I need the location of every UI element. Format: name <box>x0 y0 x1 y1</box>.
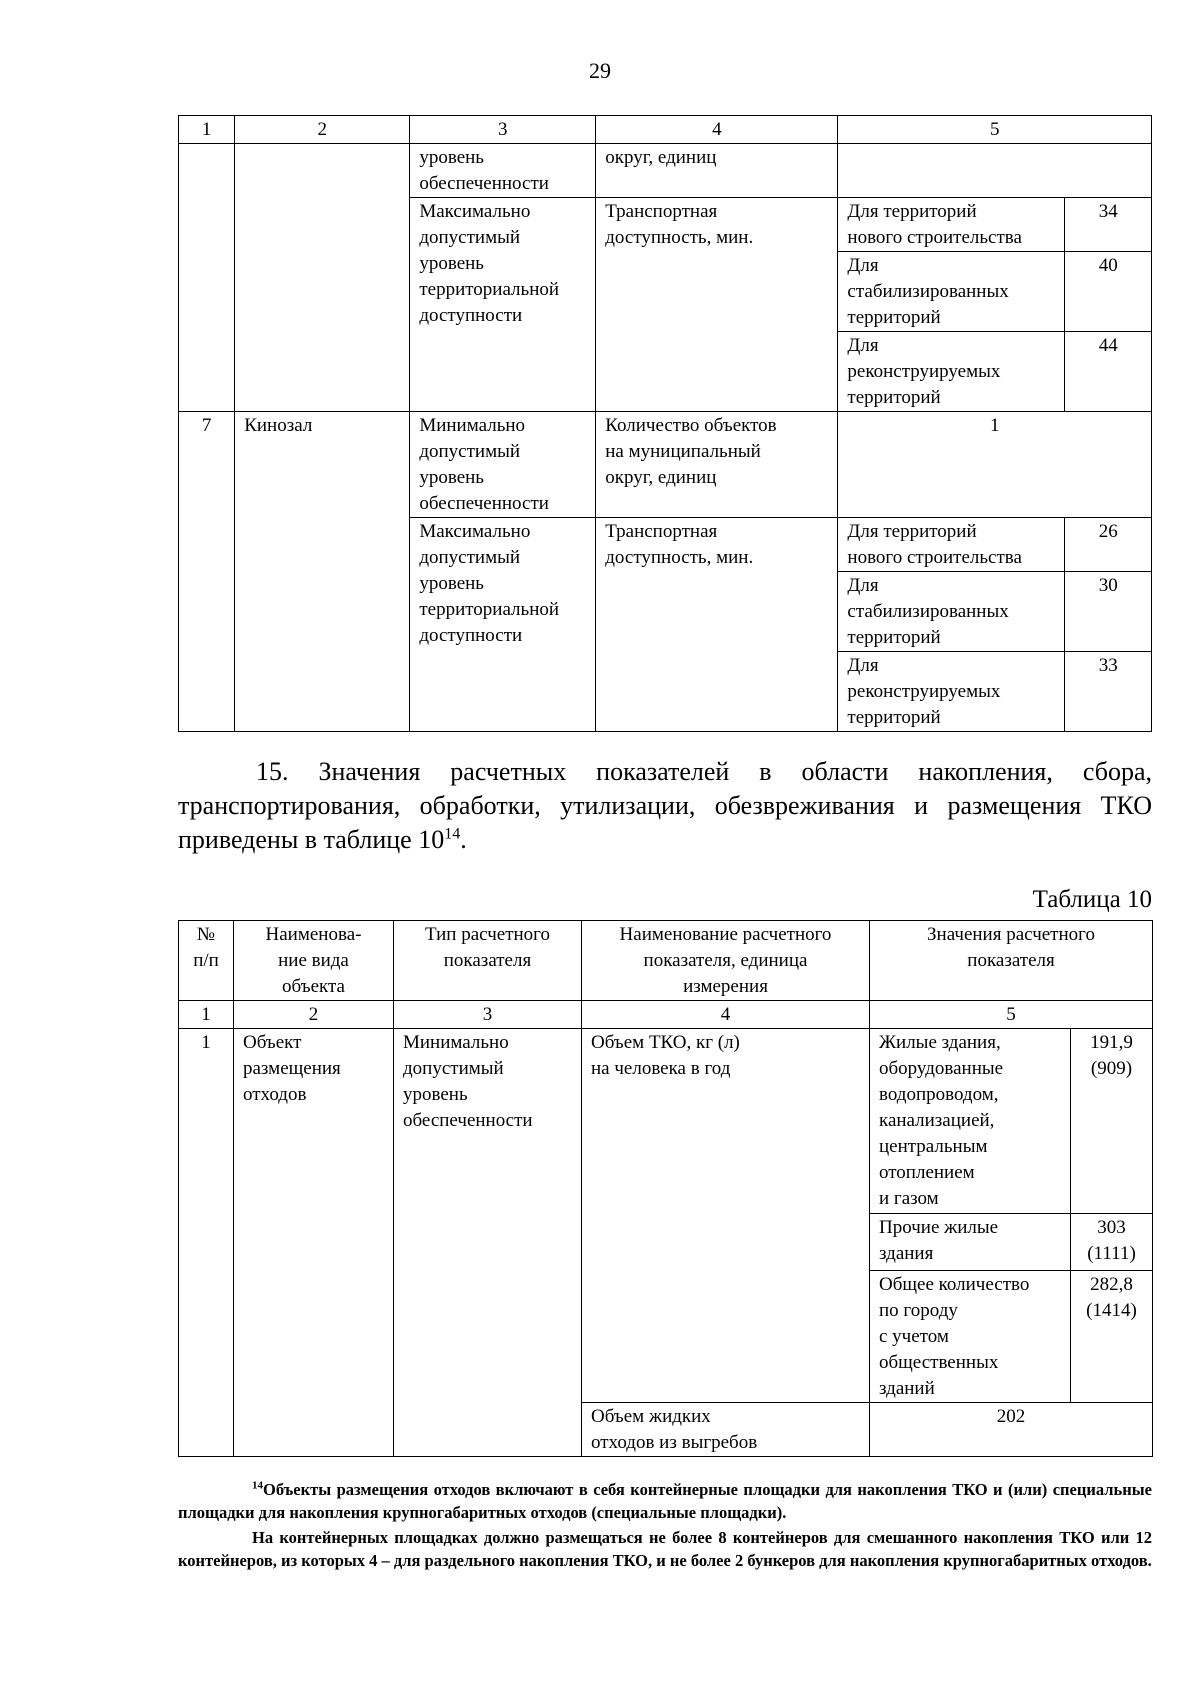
continued-table <box>178 115 1152 732</box>
cell-building-type: Прочие жилые здания <box>870 1214 1071 1271</box>
cell-indicator-name: Количество объектов на муниципальный округ, единиц <box>596 412 838 518</box>
col-number: 4 <box>582 1001 870 1029</box>
cell-number <box>179 144 235 198</box>
table-column-numbers <box>179 1001 1153 1029</box>
col-number: 3 <box>394 1001 582 1029</box>
cell-object <box>235 144 410 198</box>
cell-indicator-name: Транспортная доступность, мин. <box>596 518 838 732</box>
col-number: 5 <box>838 116 1152 144</box>
cell-object: Объект размещения отходов <box>234 1029 394 1457</box>
cell-indicator-type: Максимально допустимый уровень территориальной доступности <box>410 518 596 732</box>
footnote-text: На контейнерных площадках должно размещаться не более 8 контейнеров для смешанного накопления ТКО или 12 контейнеров, из которых 4 – для раздельного накопления ТКО, и не более 2 бункеров для накопления крупногабаритных отходов. <box>178 1528 1152 1570</box>
cell-value: 44 <box>1065 332 1152 412</box>
cell-indicator-name: Объем ТКО, кг (л) на человека в год <box>582 1029 870 1403</box>
header-cell: № п/п <box>179 921 234 1001</box>
cell-indicator-type: Максимально допустимый уровень территориальной доступности <box>410 198 596 412</box>
footnote-reference: 14 <box>444 825 461 843</box>
col-number: 2 <box>234 1001 394 1029</box>
paragraph-text: 15. Значения расчетных показателей в области накопления, сбора, транспортирования, обработки, утилизации, обезвреживания и размещения ТКО приведены в таблице 10 <box>178 757 1152 854</box>
col-number: 5 <box>870 1001 1153 1029</box>
cell-indicator-name: Транспортная доступность, мин. <box>596 198 838 412</box>
col-number: 4 <box>596 116 838 144</box>
cell-value: 26 <box>1065 518 1152 572</box>
table-column-numbers <box>179 116 1152 144</box>
cell-value: 303 (1111) <box>1071 1214 1153 1271</box>
page-number: 29 <box>589 58 611 83</box>
cell-object: Кинозал <box>235 412 410 518</box>
cell-value: 202 <box>870 1403 1153 1457</box>
paragraph-15 <box>178 755 1152 857</box>
table-row <box>179 144 1152 198</box>
cell-value: 191,9 (909) <box>1071 1029 1153 1214</box>
col-number: 1 <box>179 1001 234 1029</box>
col-number: 1 <box>179 116 235 144</box>
header-cell: Наименова- ние вида объекта <box>234 921 394 1001</box>
cell-indicator-name: округ, единиц <box>596 144 838 198</box>
header-cell: Наименование расчетного показателя, единица измерения <box>582 921 870 1001</box>
cell-value: 1 <box>838 412 1152 518</box>
cell-indicator-name: Объем жидких отходов из выгребов <box>582 1403 870 1457</box>
table-row <box>179 198 1152 252</box>
footnote-continuation <box>178 1526 1152 1572</box>
cell-value: 33 <box>1065 652 1152 732</box>
cell-territory-label: Для стабилизированных территорий <box>838 572 1065 652</box>
paragraph-end: . <box>460 825 467 854</box>
footnote-text: Объекты размещения отходов включают в себя контейнерные площадки для накопления ТКО и (или) специальные площадки для накопления крупногабаритных отходов (специальные площадки). <box>178 1480 1152 1522</box>
cell-number: 1 <box>179 1029 234 1457</box>
cell-territory-label: Для стабилизированных территорий <box>838 252 1065 332</box>
table-row <box>179 1029 1153 1214</box>
cell-territory-label: Для реконструируемых территорий <box>838 332 1065 412</box>
header-cell: Тип расчетного показателя <box>394 921 582 1001</box>
table-caption: Таблица 10 <box>1032 886 1152 913</box>
cell-value: 282,8 (1414) <box>1071 1271 1153 1403</box>
table-10 <box>178 920 1153 1457</box>
cell-territory-label: Для территорий нового строительства <box>838 198 1065 252</box>
cell-value: 34 <box>1065 198 1152 252</box>
col-number: 3 <box>410 116 596 144</box>
cell-territory-label: Для реконструируемых территорий <box>838 652 1065 732</box>
cell-building-type: Жилые здания, оборудованные водопроводом, канализацией, центральным отоплением и газом <box>870 1029 1071 1214</box>
cell-value: 40 <box>1065 252 1152 332</box>
footnote-mark: 14 <box>252 1479 263 1492</box>
cell-territory-label: Для территорий нового строительства <box>838 518 1065 572</box>
table-header <box>179 921 1153 1001</box>
footnote-14 <box>178 1478 1152 1524</box>
cell-number: 7 <box>179 412 235 518</box>
cell-indicator-type: уровень обеспеченности <box>410 144 596 198</box>
cell-indicator-type: Минимально допустимый уровень обеспеченности <box>410 412 596 518</box>
cell-value: 30 <box>1065 572 1152 652</box>
header-cell: Значения расчетного показателя <box>870 921 1153 1001</box>
cell-value <box>838 144 1152 198</box>
cell-indicator-type: Минимально допустимый уровень обеспеченности <box>394 1029 582 1457</box>
col-number: 2 <box>235 116 410 144</box>
table-row <box>179 412 1152 518</box>
table-row <box>179 518 1152 572</box>
cell-building-type: Общее количество по городу с учетом общественных зданий <box>870 1271 1071 1403</box>
